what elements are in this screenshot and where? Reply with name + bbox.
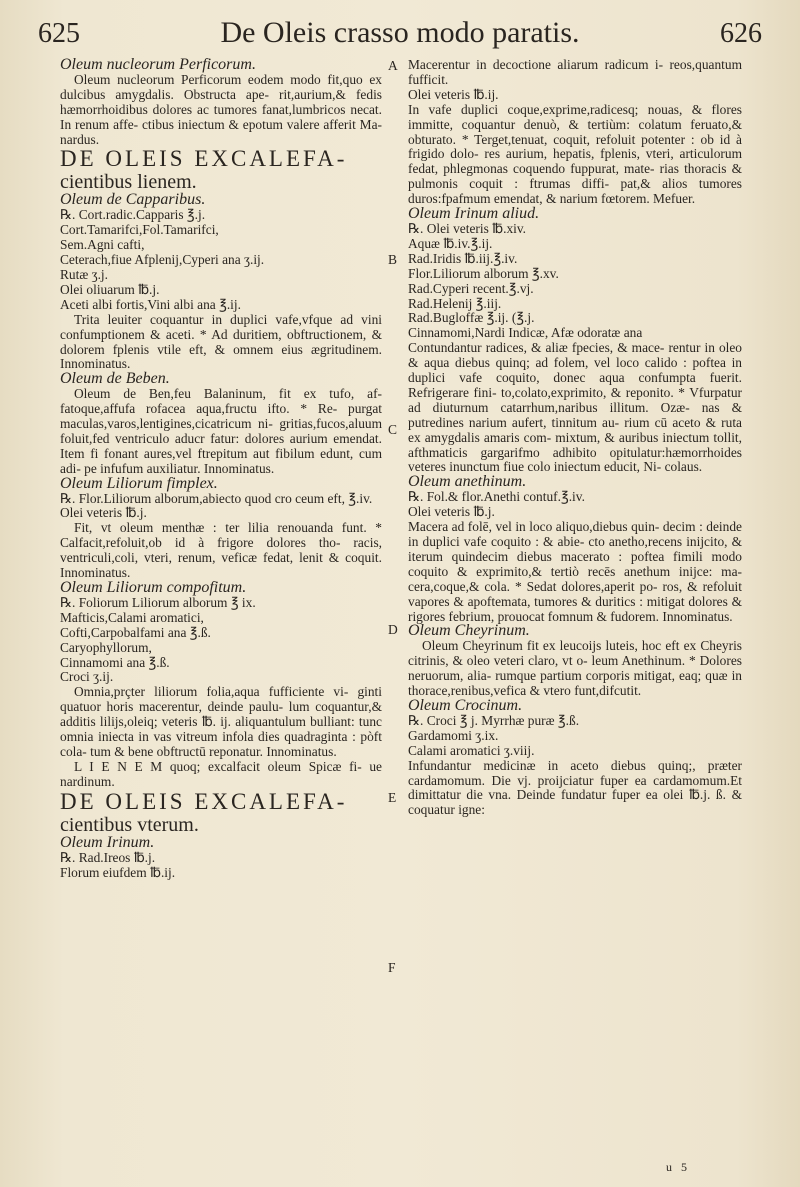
text-line: ℞. Olei veteris ℔.xiv. [408,220,527,236]
left-column [60,58,382,880]
margin-letter: D [388,622,398,637]
section-heading: Oleum de Capparibus. [60,191,206,209]
section-heading: Oleum Liliorum fimplex. [60,474,218,492]
chapter-subheading: cientibus vterum. [60,813,199,836]
text-line: Contundantur radices, & aliæ fpecies, & mace- rentur in oleo & aqua diebus quinq; ad folem, vel loco calido : poftea in duplici vafe coquito, donec aqua confumpta fuerit. Refrigerare fini- to,colato,exprimito, & reponito. * Vfurpatur ad diuturnum catarrhum,naribus illitum. Ozæ- nas & putredines narium aufert, tinnitum au- rium cū aceto & ruta ex amygdalis amaris com- mixtum, & auribus iniectum tollit, afthmaticis gargarifmo adhibito opitulatur:hæmorrhoides veteres inunctum fiue colo iniectum educit, Ni- colaus. [408,340,742,475]
text-line: Rad.Bugloffæ ℥.ij. (℥.j. [408,310,535,326]
margin-letter: C [388,422,398,437]
text-line: Cinnamomi ana ℥.ß. [60,654,170,670]
margin-letter: E [388,790,397,805]
text-line: Gardamomi ʒ.ix. [408,727,499,743]
text-line: ℞. Croci ℥ j. Myrrhæ puræ ℥.ß. [408,712,580,728]
text-line: Florum eiufdem ℔.ij. [60,864,176,880]
text-line: Olei veteris ℔.ij. [408,86,499,102]
text-line: Olei veteris ℔.j. [408,504,495,520]
section-heading: Oleum Irinum. [60,833,155,851]
paragraph: Omnia,prçter liliorum folia,aqua fufficiente vi- ginti quatuor horis macerentur, deinde paulu- lum coquantur,& additis lilijs,oleiq; veteris ℔. ij. aliquantulum bulliant: tunc omnia iniecta in vas vitreum infola dies quadraginta : pòft cola- tum & bene obftructū reponatur. Innominatus. [60,684,382,759]
margin-letter: A [388,58,398,73]
margin-letter: B [388,252,398,267]
paragraph: Fit, vt oleum menthæ : ter lilia renouanda funt. * Calfacit,refoluit,ob id à frigore dolores tho- racis, ventriculi,coli, vteri, renum, veficæ fedat, lenit & coquit. Innominatus. [60,520,382,581]
paragraph: L I E N E M quoq; excalfacit oleum Spicæ fi- ue nardinum. [60,758,382,789]
text-line: ℞. Fol.& flor.Anethi contuf.℥.iv. [408,489,585,505]
page-number-left: 625 [38,18,80,49]
text-line: Cinnamomi,Nardi Indicæ, Afæ odoratæ ana [408,325,643,341]
text-line: Ceterach,fiue Afplenij,Cyperi ana ʒ.ij. [60,252,265,268]
paragraph: Oleum Cheyrinum fit ex leucoijs luteis, hoc eft ex Cheyris citrinis, & oleo veteri claro, vt o- leum Anethinum. * Dolores neruorum, alia- rumque partium corporis mitigat, eaq; quæ in thorace,renibus,vefica & vtero funt,difcutit. [408,638,742,699]
text-line: Rutæ ʒ.j. [60,266,108,282]
text-line: Macerentur in decoctione aliarum radicum i- reos,quantum fufficit. [408,57,742,87]
paragraph: Oleum de Ben,feu Balaninum, fit ex tufo, af- fatoque,affufa rofacea aqua,fructu ifto. * Re- purgat maculas,varos,lentigines,cicatricum ni- gritias,fucos,aluum foluit,fed ventriculo aducr fatur: dolores aurium emendat. Item fi fonant aures,vel ftrepitum aut fibilum edunt, cum adi- pe infufum auxiliatur. Innominatus. [60,386,382,476]
text-line: Croci ʒ.ij. [60,669,114,685]
text-line: Olei veteris ℔.j. [60,505,147,521]
running-header [38,6,762,58]
text-line: ℞. Cort.radic.Capparis ℥.j. [60,207,206,223]
text-line: Cort.Tamarifci,Fol.Tamarifci, [60,222,219,238]
section-heading: Oleum nucleorum Perficorum. [60,56,256,73]
right-column [408,58,742,818]
section-heading: Oleum Crocinum. [408,696,523,714]
text-line: ℞. Foliorum Liliorum alborum ℥ ix. [60,594,256,610]
margin-letter: F [388,960,396,975]
text-line: Aquæ ℔.iv.℥.ij. [408,235,493,251]
text-line: Cofti,Carpobalfami ana ℥.ß. [60,624,211,640]
running-title: De Oleis crasso modo paratis. [220,16,580,49]
text-line: Rad.Helenij ℥.iij. [408,295,502,311]
section-heading: Oleum anethinum. [408,473,527,491]
signature-mark: u 5 [666,1160,690,1174]
text-line: Sem.Agni cafti, [60,237,145,253]
text-line: Caryophyllorum, [60,639,152,655]
chapter-heading: DE OLEIS EXCALEFA- [60,788,348,814]
text-line: ℞. Rad.Ireos ℔.j. [60,849,156,865]
chapter-heading: DE OLEIS EXCALEFA- [60,146,348,172]
text-line: Infundantur medicinæ in aceto diebus quinq;, præter cardamomum. Die vj. proijciatur fuper ea cardamomum.Et dimittatur die vna. Deinde fundatur fuper ea olei ℔.j. ß. & coquatur igne: [408,757,742,818]
text-line: Calami aromatici ʒ.viij. [408,742,535,758]
chapter-subheading: cientibus lienem. [60,171,197,194]
text-line: Olei oliuarum ℔.j. [60,281,160,297]
section-heading: Oleum Irinum aliud. [408,205,540,223]
paragraph: Trita leuiter coquantur in duplici vafe,vfque ad vini confumptionem & aceti. * Ad duritiem, obftructionem, & dolorem fplenis vtile eft, & omnem eius ægritudinem. Innominatus. [60,311,382,372]
text-line: Macera ad folē, vel in loco aliquo,diebus quin- decim : deinde in duplici vafe coquito : & abie- cto anetho,recens inijcito, & iterum quindecim diebus macerato : poftea fimili modo coquito & exprimito,& tertiò recēs anethum inijce: ma- cera,coque,& cola. * Sedat dolores,aperit po- ros, & refoluit vapores & apoftemata, tumores & duritics : mitigat dolores & rigores febrium, prouocat fomnum & fudorem. Innominatus. [408,519,742,624]
section-heading: Oleum Cheyrinum. [408,622,530,640]
text-line: Flor.Liliorum alborum ℥.xv. [408,265,559,281]
text-line: ℞. Flor.Liliorum alborum,abiecto quod cro ceum eft, ℥.iv. [60,490,373,506]
section-heading: Oleum de Beben. [60,370,170,388]
page-number-right: 626 [720,18,762,49]
paragraph: Oleum nucleorum Perficorum eodem modo fit,quo ex dulcibus amygdalis. Obstructa ape- rit,aurium,& fedis hæmorrhoidibus dolores ac tumores fanat,lumbricos necat. In renum affe- ctibus iniectum & epotum valere afferit Ma- nardus. [60,71,382,147]
text-line: Rad.Iridis ℔.iij.℥.iv. [408,250,518,266]
section-heading: Oleum Liliorum compofitum. [60,579,247,596]
text-line: Rad.Cyperi recent.℥.vj. [408,280,534,296]
text-line: Aceti albi fortis,Vini albi ana ℥.ij. [60,296,241,312]
text-line: Mafticis,Calami aromatici, [60,609,204,625]
text-line: In vafe duplici coque,exprime,radicesq; nouas, & flores immitte, coquantur denuò, & tertiùm: colatum feruato,& obturato. * Terget,tenuat, coquit, refoluit potenter : ob id à frigido dolo- res aurium, hepatis, fplenis, vteri, articulorum fedat, phlegmonas coquendo fuppurat, mate- rias thoracis & pulmonis coquit : ftrumas diffi- pat,& alios tumores duros:fpafmum emendat, & narium fœtorem. Mefuer. [408,101,742,207]
